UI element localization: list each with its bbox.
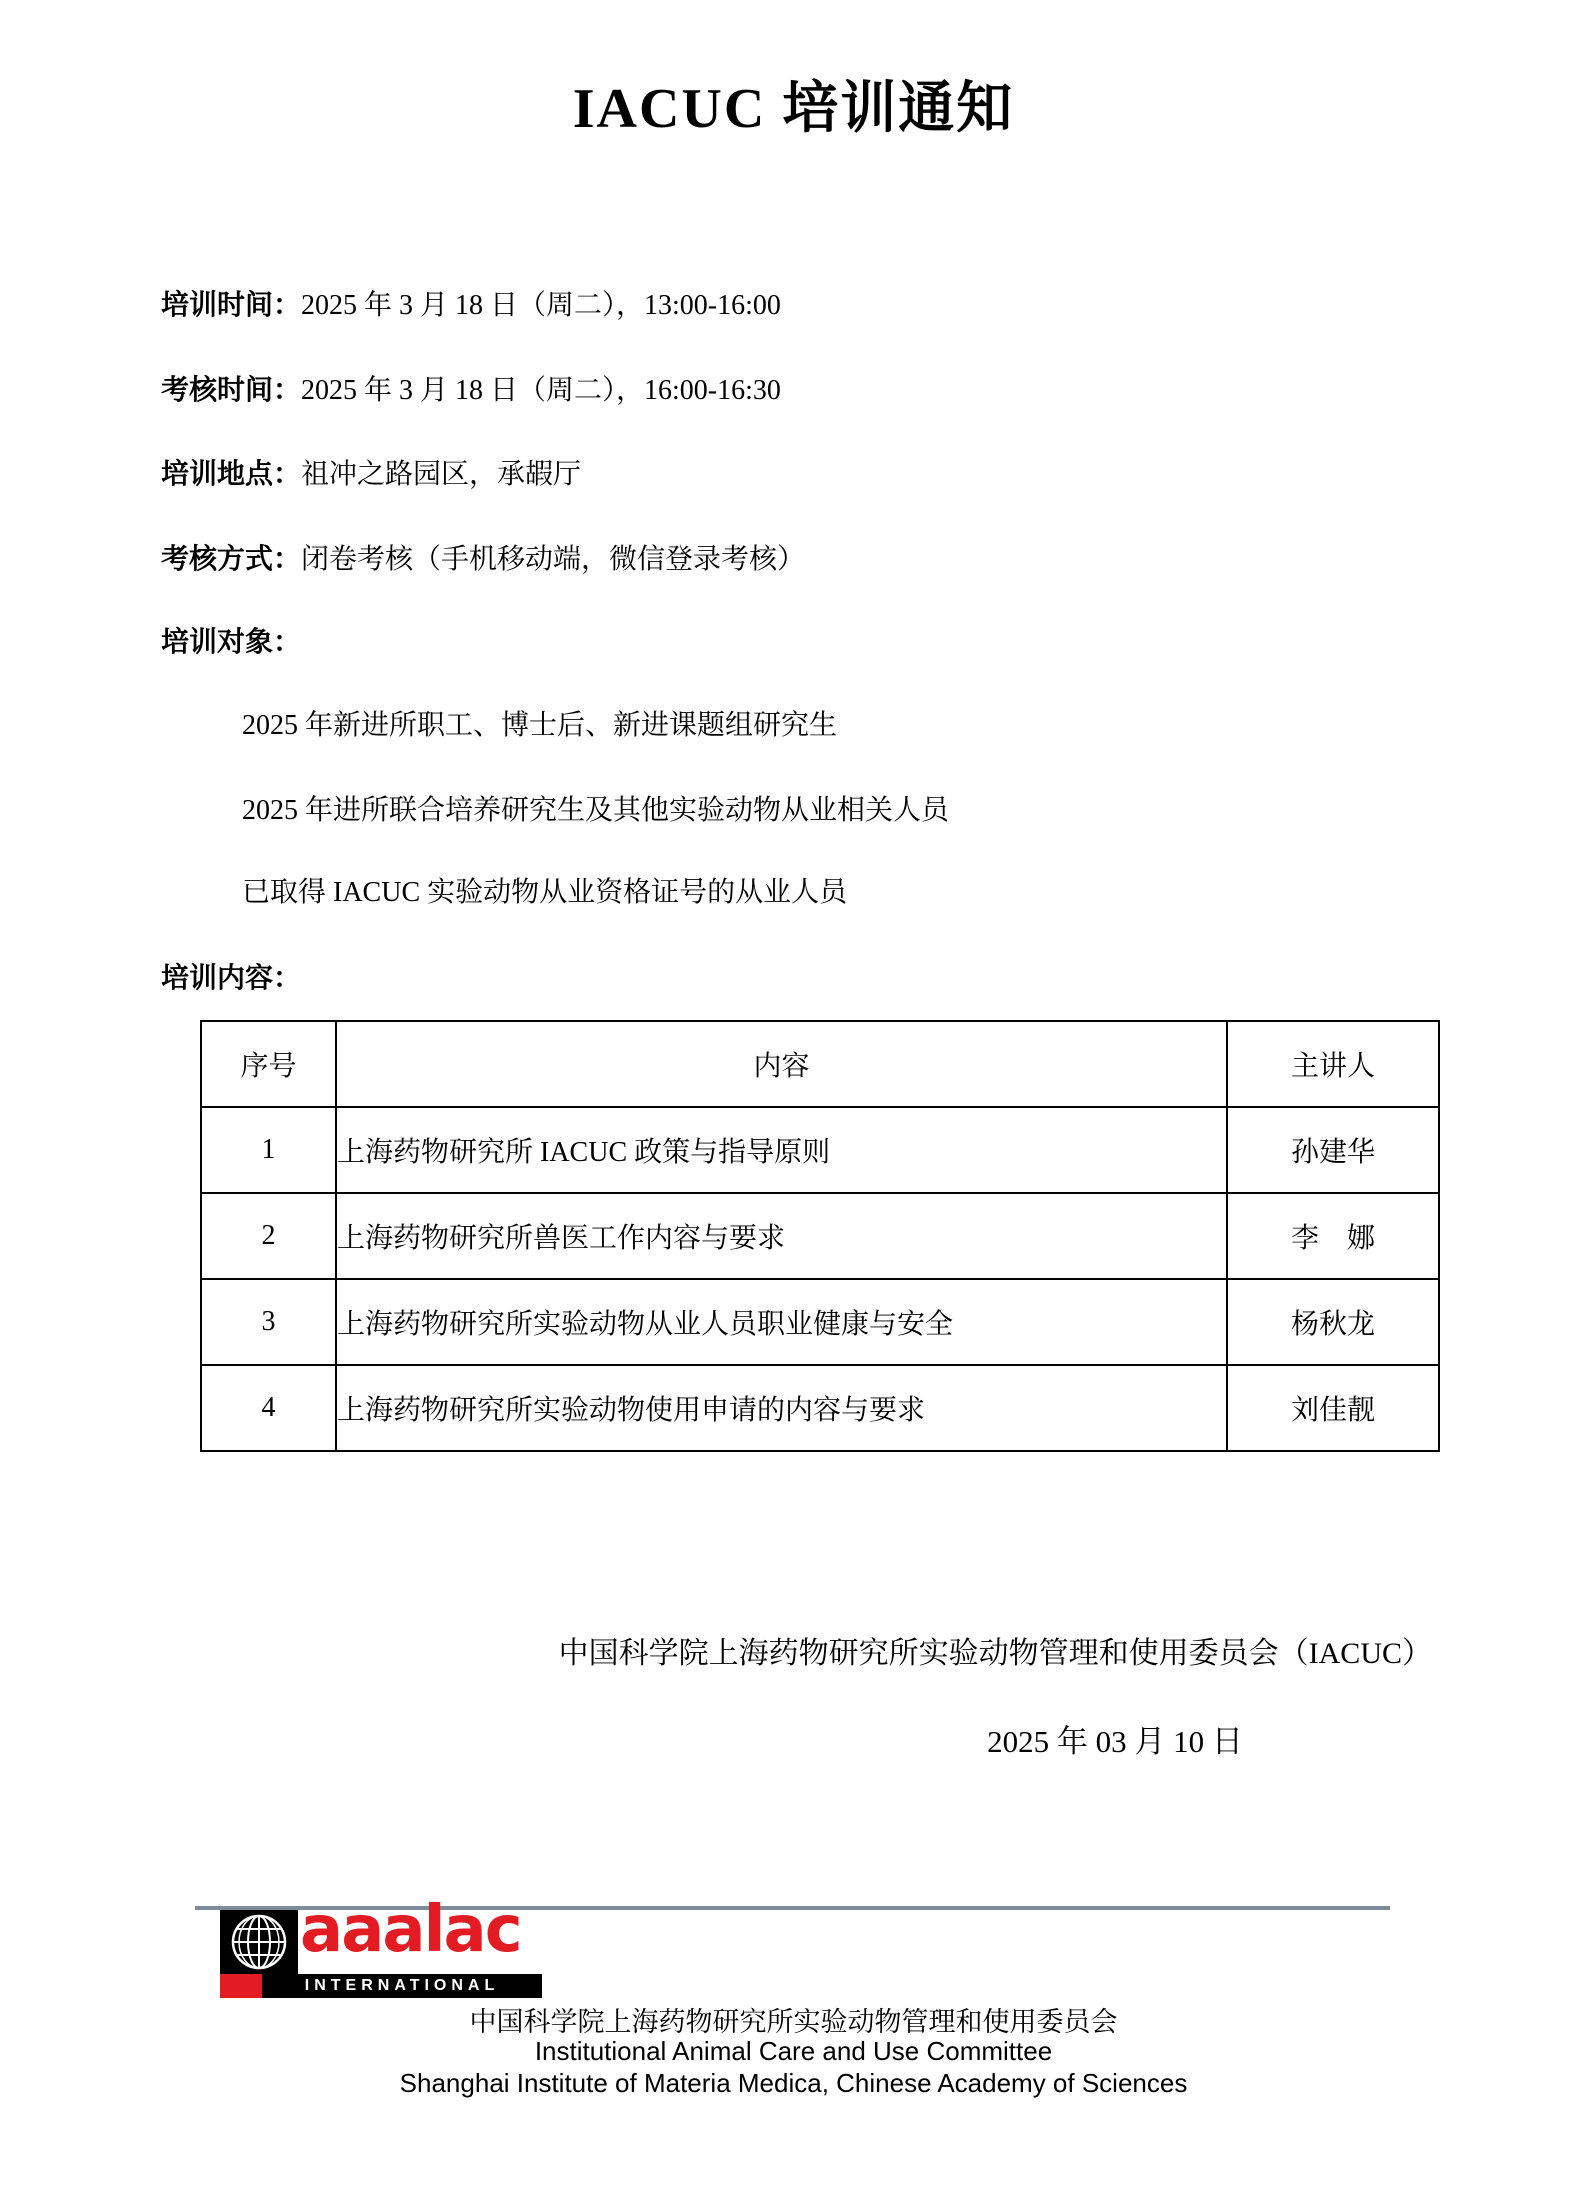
aaalac-logo: [220, 1893, 550, 2000]
table-row: [201, 1279, 1439, 1365]
info-value: 2025 年 3 月 18 日（周二），13:00-16:00: [301, 290, 781, 321]
aaalac-red-square: [220, 1974, 262, 1998]
document-title: IACUC 培训通知: [572, 78, 1015, 140]
info-label: 培训对象：: [161, 627, 302, 658]
cell-no: 4: [201, 1365, 336, 1451]
cell-content: 上海药物研究所实验动物从业人员职业健康与安全: [336, 1279, 1227, 1365]
table-row: [201, 1107, 1439, 1193]
training-content-table: [200, 1020, 1440, 1452]
content-heading: 培训内容：: [161, 963, 302, 994]
table-row: [201, 1365, 1439, 1451]
signature-date: 2025 年 03 月 10 日: [987, 1724, 1243, 1759]
cell-content: 上海药物研究所兽医工作内容与要求: [336, 1193, 1227, 1279]
info-label: 培训地点：: [161, 459, 302, 490]
header-cell-no: 序号: [201, 1021, 336, 1107]
info-line-training-time: [161, 283, 781, 323]
info-line-exam-method: [161, 537, 805, 577]
globe-icon: [220, 1910, 298, 1974]
info-value: 祖冲之路园区，承嘏厅: [301, 459, 582, 490]
cell-speaker: 李 娜: [1227, 1193, 1439, 1279]
cell-content: 上海药物研究所实验动物使用申请的内容与要求: [336, 1365, 1227, 1451]
cell-no: 1: [201, 1107, 336, 1193]
header-cell-content: 内容: [336, 1021, 1227, 1107]
info-line-audience-heading: [161, 620, 301, 660]
header-cell-speaker: 主讲人: [1227, 1021, 1439, 1107]
info-label: 培训时间：: [161, 290, 302, 321]
cell-speaker: 杨秋龙: [1227, 1279, 1439, 1365]
cell-no: 3: [201, 1279, 336, 1365]
table-row: [201, 1193, 1439, 1279]
signature-org: 中国科学院上海药物研究所实验动物管理和使用委员会（IACUC）: [558, 1637, 1432, 1670]
cell-speaker: 孙建华: [1227, 1107, 1439, 1193]
footer-org-en1: Institutional Animal Care and Use Committee: [534, 2036, 1053, 2066]
aaalac-international-bar: INTERNATIONAL: [262, 1974, 542, 1998]
info-value: 闭卷考核（手机移动端，微信登录考核）: [301, 544, 806, 575]
cell-content: 上海药物研究所 IACUC 政策与指导原则: [336, 1107, 1227, 1193]
footer-org-cn: 中国科学院上海药物研究所实验动物管理和使用委员会: [469, 2007, 1118, 2037]
audience-item: 已取得 IACUC 实验动物从业资格证号的从业人员: [242, 877, 848, 908]
aaalac-wordmark: aaalac: [300, 1893, 521, 1967]
info-value: 2025 年 3 月 18 日（周二），16:00-16:30: [301, 375, 781, 406]
info-label: 考核方式：: [161, 544, 302, 575]
table-header-row: [201, 1021, 1439, 1107]
info-label: 考核时间：: [161, 375, 302, 406]
audience-item: 2025 年进所联合培养研究生及其他实验动物从业相关人员: [242, 795, 950, 826]
audience-item: 2025 年新进所职工、博士后、新进课题组研究生: [242, 710, 838, 741]
cell-speaker: 刘佳靓: [1227, 1365, 1439, 1451]
info-line-location: [161, 452, 581, 492]
footer-org-en2: Shanghai Institute of Materia Medica, Chinese Academy of Sciences: [399, 2068, 1188, 2098]
cell-no: 2: [201, 1193, 336, 1279]
info-line-exam-time: [161, 368, 781, 408]
